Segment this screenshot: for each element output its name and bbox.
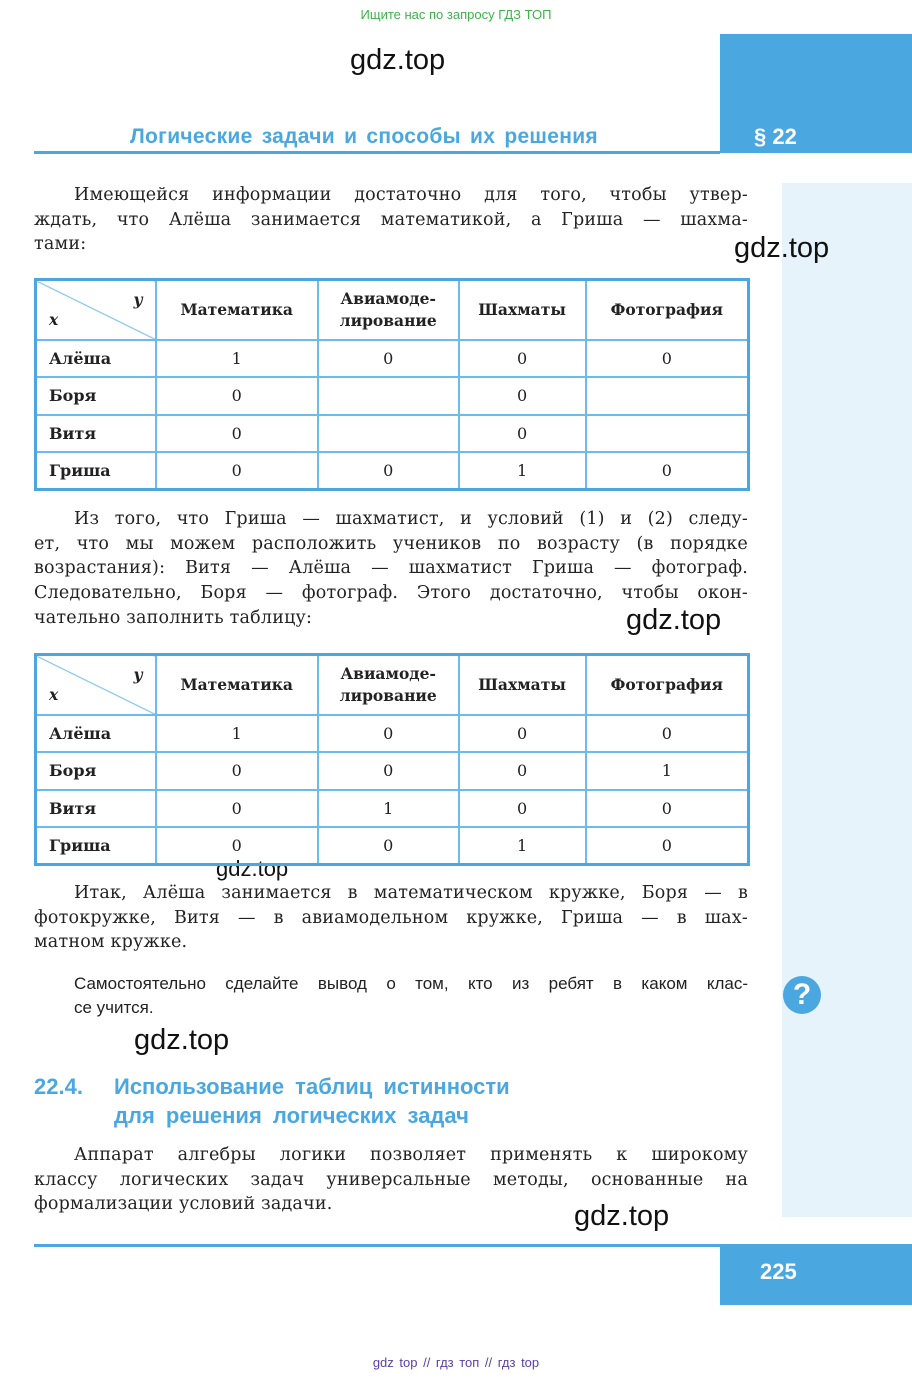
row-name: Витя bbox=[36, 415, 156, 453]
header-tab bbox=[720, 34, 912, 153]
table-cell: 0 bbox=[459, 340, 586, 378]
axis-x-label: x bbox=[49, 684, 59, 704]
column-header: Шахматы bbox=[459, 280, 586, 340]
chapter-title: Логические задачи и способы их решения bbox=[130, 125, 598, 148]
row-name: Гриша bbox=[36, 827, 156, 865]
table-cell: 1 bbox=[459, 827, 586, 865]
table-cell: 0 bbox=[586, 452, 749, 490]
subsection-title-line1: Использование таблиц истинности bbox=[114, 1074, 510, 1099]
watermark: gdz.top bbox=[134, 1024, 230, 1056]
table-row bbox=[36, 377, 749, 415]
table-row bbox=[36, 415, 749, 453]
paragraph-3 bbox=[34, 881, 748, 955]
table-corner-cell bbox=[36, 280, 156, 340]
text-line: се учится. bbox=[74, 998, 154, 1017]
text-line: Следовательно, Боря — фотограф. Этого достаточно, чтобы окон- bbox=[34, 583, 748, 604]
table-cell: 0 bbox=[586, 340, 749, 378]
table-row bbox=[36, 715, 749, 753]
question-text bbox=[74, 972, 748, 1020]
table-cell: 0 bbox=[156, 415, 318, 453]
table-header-row bbox=[36, 280, 749, 340]
table-cell: 0 bbox=[318, 452, 459, 490]
text-line: Итак, Алёша занимается в математическом кружке, Боря — в bbox=[74, 883, 748, 903]
watermark: gdz.top bbox=[626, 604, 722, 636]
paragraph-1 bbox=[34, 183, 748, 257]
table-cell: 0 bbox=[156, 790, 318, 828]
paragraph-2 bbox=[34, 507, 748, 631]
header-rule bbox=[34, 151, 720, 154]
bottom-banner: gdz top // гдз топ // гдз top bbox=[372, 1355, 540, 1370]
table-cell: 0 bbox=[318, 827, 459, 865]
footer-rule bbox=[34, 1244, 720, 1247]
top-banner: Ищите нас по запросу ГДЗ ТОП bbox=[360, 7, 552, 22]
paragraph-4 bbox=[34, 1143, 748, 1217]
table-cell: 0 bbox=[459, 715, 586, 753]
row-name: Гриша bbox=[36, 452, 156, 490]
text-line: ет, что мы можем расположить учеников по возрасту (в порядке bbox=[34, 533, 748, 554]
table-header-row bbox=[36, 655, 749, 715]
table-row bbox=[36, 452, 749, 490]
text-line: фотокружке, Витя — в авиамодельном кружке, Гриша — в шах- bbox=[34, 907, 748, 928]
text-line: формализации условий задачи. bbox=[34, 1194, 333, 1215]
table-cell: 0 bbox=[156, 752, 318, 790]
page-number: 225 bbox=[760, 1259, 797, 1284]
table-cell bbox=[318, 415, 459, 453]
table-cell: 0 bbox=[459, 752, 586, 790]
table-cell: 0 bbox=[318, 752, 459, 790]
column-header: Авиамоде- лирование bbox=[318, 655, 459, 715]
table-cell bbox=[586, 415, 749, 453]
table-row bbox=[36, 790, 749, 828]
table-cell bbox=[318, 377, 459, 415]
column-header: Авиамоде- лирование bbox=[318, 280, 459, 340]
table-cell: 0 bbox=[586, 827, 749, 865]
axis-x-label: x bbox=[49, 309, 59, 329]
row-name: Витя bbox=[36, 790, 156, 828]
table-cell: 0 bbox=[156, 377, 318, 415]
text-line: классу логических задач универсальные методы, основанные на bbox=[34, 1169, 748, 1190]
row-name: Боря bbox=[36, 377, 156, 415]
table-initial bbox=[34, 278, 750, 491]
axis-y-label: y bbox=[133, 665, 143, 684]
footer-tab bbox=[720, 1244, 912, 1305]
table-cell: 0 bbox=[156, 452, 318, 490]
watermark: gdz.top bbox=[350, 44, 446, 76]
text-line: Аппарат алгебры логики позволяет применять к широкому bbox=[74, 1145, 748, 1165]
subsection-heading bbox=[34, 1072, 510, 1130]
table-row bbox=[36, 827, 749, 865]
text-line: чательно заполнить таблицу: bbox=[34, 607, 313, 628]
table-cell: 0 bbox=[459, 790, 586, 828]
table-cell: 1 bbox=[586, 752, 749, 790]
text-line: Самостоятельно сделайте вывод о том, кто из ребят в каком клас- bbox=[74, 974, 748, 993]
column-header: Математика bbox=[156, 655, 318, 715]
table-cell: 0 bbox=[586, 715, 749, 753]
table-corner-cell bbox=[36, 655, 156, 715]
watermark: gdz.top bbox=[216, 856, 289, 881]
text-line: ждать, что Алёша занимается математикой, а Гриша — шахма- bbox=[34, 209, 748, 230]
subsection-title-line2: для решения логических задач bbox=[114, 1103, 469, 1128]
table-cell: 1 bbox=[156, 715, 318, 753]
table-cell: 0 bbox=[318, 715, 459, 753]
table-row bbox=[36, 340, 749, 378]
row-name: Алёша bbox=[36, 715, 156, 753]
table-cell: 0 bbox=[156, 827, 318, 865]
table-row bbox=[36, 752, 749, 790]
table-cell bbox=[586, 377, 749, 415]
column-header: Шахматы bbox=[459, 655, 586, 715]
section-number: § 22 bbox=[754, 124, 797, 149]
table-cell: 1 bbox=[318, 790, 459, 828]
table-cell: 0 bbox=[459, 415, 586, 453]
question-mark-icon: ? bbox=[783, 976, 821, 1014]
table-final bbox=[34, 653, 750, 866]
row-name: Боря bbox=[36, 752, 156, 790]
table-cell: 1 bbox=[156, 340, 318, 378]
text-line: возрастания): Витя — Алёша — шахматист Гриша — фотограф. bbox=[34, 558, 748, 579]
text-line: матном кружке. bbox=[34, 932, 188, 953]
row-name: Алёша bbox=[36, 340, 156, 378]
table-cell: 0 bbox=[586, 790, 749, 828]
text-line: Имеющейся информации достаточно для того, чтобы утвер- bbox=[74, 185, 748, 205]
axis-y-label: y bbox=[133, 290, 143, 309]
table-cell: 0 bbox=[318, 340, 459, 378]
column-header: Фотография bbox=[586, 655, 749, 715]
table-cell: 1 bbox=[459, 452, 586, 490]
text-line: тами: bbox=[34, 234, 87, 255]
column-header: Математика bbox=[156, 280, 318, 340]
table-cell: 0 bbox=[459, 377, 586, 415]
subsection-number: 22.4. bbox=[34, 1074, 83, 1099]
text-line: Из того, что Гриша — шахматист, и условий (1) и (2) следу- bbox=[74, 509, 748, 529]
column-header: Фотография bbox=[586, 280, 749, 340]
watermark: gdz.top bbox=[574, 1200, 670, 1232]
side-margin-panel bbox=[782, 183, 912, 1217]
watermark: gdz.top bbox=[734, 232, 830, 264]
